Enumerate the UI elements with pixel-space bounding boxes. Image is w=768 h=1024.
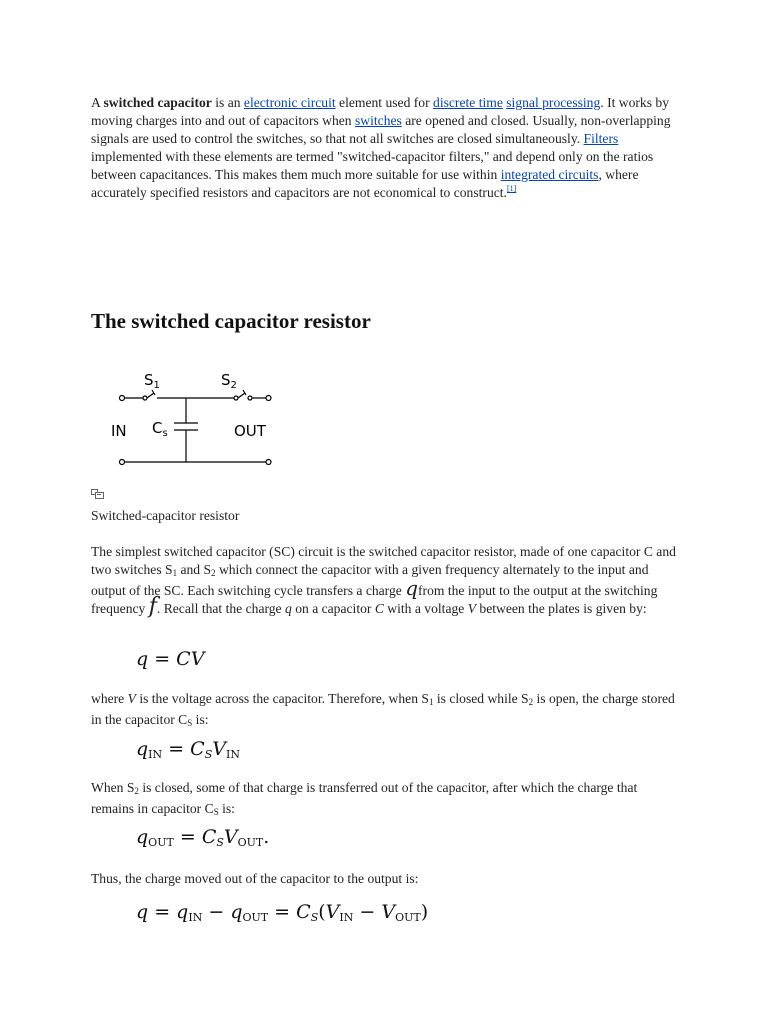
text: is an [211,95,244,110]
capacitor-label: $C_s$ [152,419,168,439]
output-label: OUT [234,422,266,440]
intro-paragraph [91,94,673,202]
switch-s1-label: $S_1$ [144,371,160,391]
image-caption: Switched-capacitor resistor [91,508,240,523]
circuit-diagram[interactable] [108,364,293,472]
input-label: IN [111,422,127,440]
text: are opened and closed. Usually, non-overlapping signals are used to control the switches, so that not all switches are closed simultaneously. [91,113,671,146]
body-paragraph-2: where V is the voltage across the capacitor. Therefore, when $S_1$ is closed while $S_2$ is open, the charge stored in the capacitor $C_S$ is: [91,691,675,728]
equation-q-cv: q = CV [136,648,205,670]
link-integrated-circuits[interactable]: integrated circuits [500,167,599,182]
body-paragraph-4: Thus, the charge moved out of the capacitor to the output is: [91,871,419,886]
text: . It works by moving charges into and out of capacitors when [91,95,670,128]
link-filters[interactable]: Filters [583,131,619,146]
body-paragraph-1: The simplest switched capacitor (SC) circuit is the switched capacitor resistor, made of one capacitor C and two switches $S_1$ and $S_2$ which connect the capacitor with a given frequency alternately to the input and output of the SC. Each switching cycle transfers a charge qfrom the input to the output at the switching frequency f. Recall that the charge q on a capacitor C with a voltage V between the plates is given by: [91,544,676,619]
enlarge-icon[interactable] [91,489,105,499]
equation-charge-moved: $q = q_{IN} - q_{OUT} = C_S(V_{IN} - V_{OUT})$ [136,901,429,924]
link-signal-processing[interactable]: signal processing [506,95,601,110]
link-switches[interactable]: switches [355,113,402,128]
bold-term: switched capacitor [103,95,212,110]
reference-link[interactable]: [1] [506,184,517,193]
switch-s2-label: $S_2$ [221,371,237,391]
equation-q-out: $q_{OUT} = C_SV_{OUT}$. [136,826,270,849]
body-paragraph-3: When $S_2$ is closed, some of that charge is transferred out of the capacitor, after which the charge that remains in capacitor $C_S$ is: [91,780,638,817]
section-heading: The switched capacitor resistor [91,309,371,333]
link-discrete-time[interactable]: discrete time [433,95,503,110]
text: A [91,95,104,110]
equation-q-in: $q_{IN} = C_SV_{IN}$ [136,738,240,761]
text: , where accurately specified resistors and capacitors are not economical to construct. [91,167,639,200]
text: element used for [335,95,434,110]
text: implemented with these elements are termed "switched-capacitor filters," and depend only on the ratios between capacitances. This makes them much more suitable for use within [91,149,654,182]
link-electronic-circuit[interactable]: electronic circuit [243,95,336,110]
